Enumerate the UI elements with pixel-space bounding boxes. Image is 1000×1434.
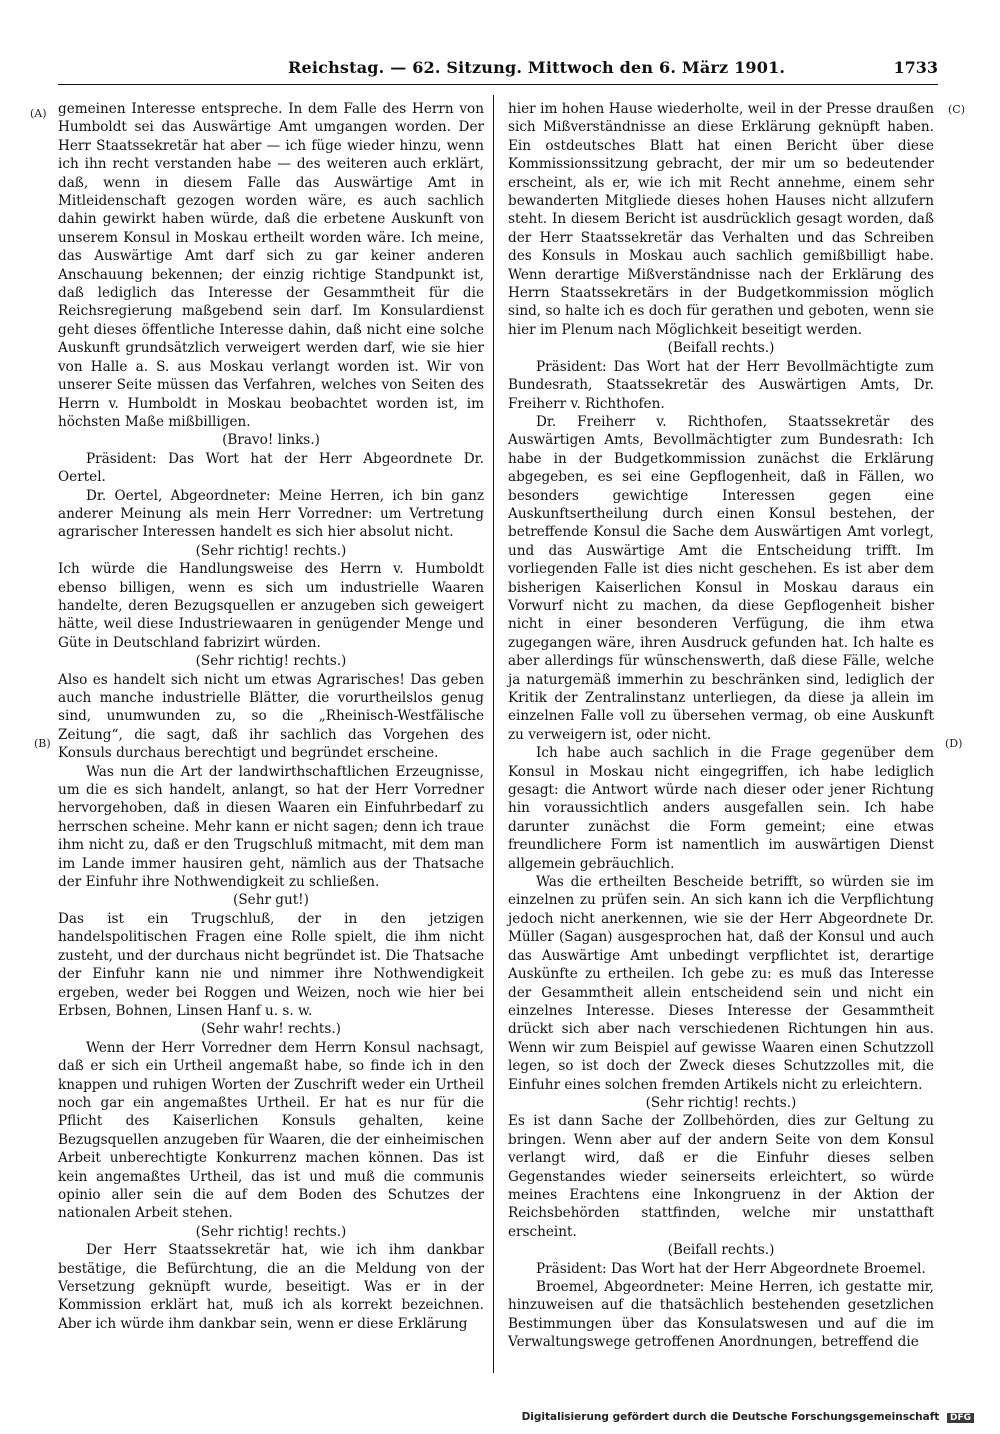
page-number: 1733 xyxy=(893,58,938,77)
interjection: (Bravo! links.) xyxy=(222,432,320,449)
footer-credit xyxy=(522,1411,974,1423)
paragraph: Der Herr Staatssekretär hat, wie ich ihm dankbar bestätige, die Befürchtung, die an die Meldung von der Versetzung geknüpft wurde, beseitigt. Was er in der Kommission erklärt hat, muß ich als korrekt bezeichnen. Aber ich würde ihm dankbar sein, wenn er diese Erklärung xyxy=(58,1242,484,1332)
right-column xyxy=(508,100,934,1352)
paragraph: gemeinen Interesse entspreche. In dem Falle des Herrn von Humboldt sei das Auswärtige Amt umgangen worden. Der Herr Staatssekretär hat aber — ich füge wieder hinzu, wenn ich ihn recht verstanden habe — des weiteren auch erklärt, daß, wenn in diesem Falle das Auswärtige Amt in Mitleidenschaft gezogen worden wäre, es auch sachlich dahin gewirkt haben würde, daß die erbetene Auskunft von unserem Konsul in Moskau ertheilt worden wäre. Ich meine, das Auswärtige Amt darf sich zu gar keiner anderen Anschauung bekennen; der einzig richtige Standpunkt ist, daß lediglich das Interesse der Gesammtheit für die Reichsregierung maßgebend sein darf. Im Konsulardienst geht dieses öffentliche Interesse dahin, daß nicht eine solche Auskunft grundsätzlich verweigert werden darf, wie sie hier von Halle a. S. aus Moskau verlangt worden ist. Wir von unserer Seite müssen das Verfahren, welches von Seiten des Herrn v. Humboldt in Moskau beobachtet worden ist, im höchsten Maße mißbilligen. xyxy=(58,101,484,430)
paragraph: Dr. Oertel, Abgeordneter: Meine Herren, ich bin ganz anderer Meinung als mein Herr Vorredner: um Vertretung agrarischer Interessen handelt es sich hier absolut nicht. xyxy=(58,487,484,541)
margin-mark-d: (D) xyxy=(945,737,963,750)
paragraph: Wenn der Herr Vorredner dem Herrn Konsul nachsagt, daß er sich ein Urtheil angemaßt habe, so finde ich in den knappen und ruhigen Worten der Zuschrift weder ein Urtheil noch gar ein angemaßtes Urtheil. Er hat es nur für die Pflicht des Kaiserlichen Konsuls gehalten, keine Bezugsquellen anzugeben für Waaren, die der einheimischen Arbeit unberechtigte Konkurrenz machen können. Das ist kein angemaßtes Urtheil, das ist und muß die communis opinio aller sein die auf dem Boden des Schutzes der nationalen Arbeit stehen. xyxy=(58,1039,484,1222)
paragraph: Präsident: Das Wort hat der Herr Bevollmächtigte zum Bundesrath, Staatssekretär des Auswärtigen Amts, Dr. Freiherr v. Richthofen. xyxy=(508,358,934,412)
paragraph: Das ist ein Trugschluß, der in den jetzigen handelspolitischen Fragen eine Rolle spielt, die ihm nicht zusteht, und der durchaus nicht begründet ist. Die Thatsache der Einfuhr kann nie und nimmer ihre Nothwendigkeit ergeben, weder bei Roggen und Weizen, noch wie hier bei Erbsen, Bohnen, Linsen Hanf u. s. w. xyxy=(58,910,484,1019)
running-title: Reichstag. — 62. Sitzung. Mittwoch den 6. März 1901. xyxy=(288,58,786,77)
column-divider xyxy=(493,95,494,1373)
paragraph: Ich habe auch sachlich in die Frage gegenüber dem Konsul in Moskau nicht eingegriffen, ich habe lediglich gesagt: die Antwort würde nach dieser oder jener Richtung hin voraussichtlich anders ausgefallen sein. Ich habe darunter zunächst die Form gemeint; eine etwas freundlichere Form ist namentlich im auswärtigen Dienst allgemein gebräuchlich. xyxy=(508,745,934,872)
margin-mark-c: (C) xyxy=(948,103,965,116)
paragraph: Präsident: Das Wort hat der Herr Abgeordnete Dr. Oertel. xyxy=(58,450,484,486)
interjection: (Sehr richtig! rechts.) xyxy=(645,1094,797,1111)
interjection: (Beifall rechts.) xyxy=(667,340,775,357)
margin-mark-b: (B) xyxy=(34,737,51,750)
paragraph: Dr. Freiherr v. Richthofen, Staatssekretär des Auswärtigen Amts, Bevollmächtigter zum Bundesrath: Ich habe in der Budgetkommission zunächst die Erklärung abgegeben, es sei eine Gepflogenheit, daß in Fällen, wo besonders gewichtige Interessen gegen eine Auskunftsertheilung durch einen Konsul bestehen, der betreffende Konsul die Sache dem Auswärtigen Amt vorlegt, und das Auswärtige Amt die Entscheidung trifft. Im vorliegenden Falle ist dies nicht geschehen. Es ist aber dem bisherigen Kaiserlichen Konsul in Moskau daraus ein Vorwurf nicht zu machen, da diese Gepflogenheit bisher nicht in einer besonderen Verfügung, die ihm etwa zugegangen wäre, ihren Ausdruck gefunden hat. Ich halte es aber allerdings für wünschenswerth, daß diese Fälle, welche ja naturgemäß immerhin zu beschränken sind, lediglich der Kritik der Zentralinstanz unterliegen, da diese ja allein im einzelnen Falle voll zu übersehen vermag, ob eine Auskunft zu verweigern ist, oder nicht. xyxy=(508,413,934,743)
interjection: (Sehr richtig! rechts.) xyxy=(195,653,347,670)
margin-mark-a: (A) xyxy=(30,107,47,120)
paragraph: Was die ertheilten Bescheide betrifft, so würden sie im einzelnen zu prüfen sein. An sich kann ich die Verpflichtung jedoch nicht anerkennen, wie sie der Herr Abgeordnete Dr. Müller (Sagan) ausgesprochen hat, daß der Konsul und auch das Auswärtige Amt unbedingt verpflichtet ist, derartige Auskünfte zu ertheilen. Ich gebe zu: es muß das Interesse der Gesammtheit allein entscheidend sein und nicht ein einzelnes Interesse. Dieses Interesse der Gesammtheit drückt sich aber nach verschiedenen Richtungen hin aus. Wenn wir zum Beispiel auf gewisse Waaren einen Schutzzoll legen, so ist doch der Zweck dieses Schutzzolles mit, die Einfuhr eines solchen fremden Artikels nicht zu erleichtern. xyxy=(508,874,934,1093)
paragraph: Also es handelt sich nicht um etwas Agrarisches! Das geben auch manche industrielle Blätter, die vorurtheilslos genug sind, unumwunden zu, so die „Rheinisch-Westfälische Zeitung“, die sagt, daß ihr sachlich das Vorgehen des Konsuls durchaus berechtigt und begründet erscheine. xyxy=(58,671,484,762)
paragraph: hier im hohen Hause wiederholte, weil in der Presse draußen sich Mißverständnisse an diese Erklärung geknüpft haben. Ein ostdeutsches Blatt hat einen Bericht über diese Kommissionssitzung gebracht, der mir um so bedeutender erscheint, als er, wie ich mit Recht annehme, einem sehr bewanderten Mitgliede dieses hohen Hauses nicht allzufern steht. In diesem Bericht ist ausdrücklich gesagt worden, daß der Herr Staatssekretär das Verhalten und das Schreiben des Konsuls in Moskau auch sachlich gemißbilligt habe. Wenn derartige Mißverständnisse nach der Erklärung des Herrn Staatssekretärs in der Budgetkommission möglich sind, so halte ich es doch für gerathen und geboten, wenn sie hier im Plenum nach Möglichkeit beseitigt werden. xyxy=(508,101,934,338)
left-column xyxy=(58,100,484,1333)
paragraph: Ich würde die Handlungsweise des Herrn v. Humboldt ebenso billigen, wenn es sich um industrielle Waaren handelte, deren Bezugsquellen er anzugeben sich geweigert hätte, weil diese Industriewaaren in genügender Menge und Güte in Deutschland fabrizirt würden. xyxy=(58,561,484,651)
paragraph: Broemel, Abgeordneter: Meine Herren, ich gestatte mir, hinzuweisen auf die thatsächlich bestehenden gesetzlichen Bestimmungen über das Konsulatswesen und auf die im Verwaltungswege getroffenen Anordnungen, betreffend die xyxy=(508,1279,934,1351)
interjection: (Sehr wahr! rechts.) xyxy=(201,1021,341,1038)
interjection: (Beifall rechts.) xyxy=(667,1242,775,1259)
interjection: (Sehr gut!) xyxy=(233,892,309,909)
paragraph: Was nun die Art der landwirthschaftlichen Erzeugnisse, um die es sich handelt, anlangt, so hat der Herr Vorredner hervorgehoben, daß in diesen Waaren ein Einfuhrbedarf zu herrschen scheine. Mehr kann er nicht sagen; denn ich traue ihm nicht zu, daß er den Trugschluß mitmacht, mit dem man im Lande immer hausiren geht, nämlich aus der Thatsache der Einfuhr ihre Nothwendigkeit zu schließen. xyxy=(58,763,484,891)
dfg-logo: DFG xyxy=(947,1413,974,1423)
interjection: (Sehr richtig! rechts.) xyxy=(195,1223,347,1240)
footer-text: Digitalisierung gefördert durch die Deutsche Forschungsgemeinschaft xyxy=(521,1411,940,1423)
paragraph: Es ist dann Sache der Zollbehörden, dies zur Geltung zu bringen. Wenn aber auf der andern Seite von dem Konsul verlangt wird, daß er die Einfuhr dieses selben Gegenstandes wieder seinerseits erleichtert, so würde meines Erachtens eine Inkongruenz in der Aktion der Reichsbehörden stattfinden, welche mir unstatthaft erscheint. xyxy=(508,1113,934,1240)
paragraph: Präsident: Das Wort hat der Herr Abgeordnete Broemel. xyxy=(536,1260,926,1277)
page-header xyxy=(58,58,938,85)
interjection: (Sehr richtig! rechts.) xyxy=(195,542,347,559)
